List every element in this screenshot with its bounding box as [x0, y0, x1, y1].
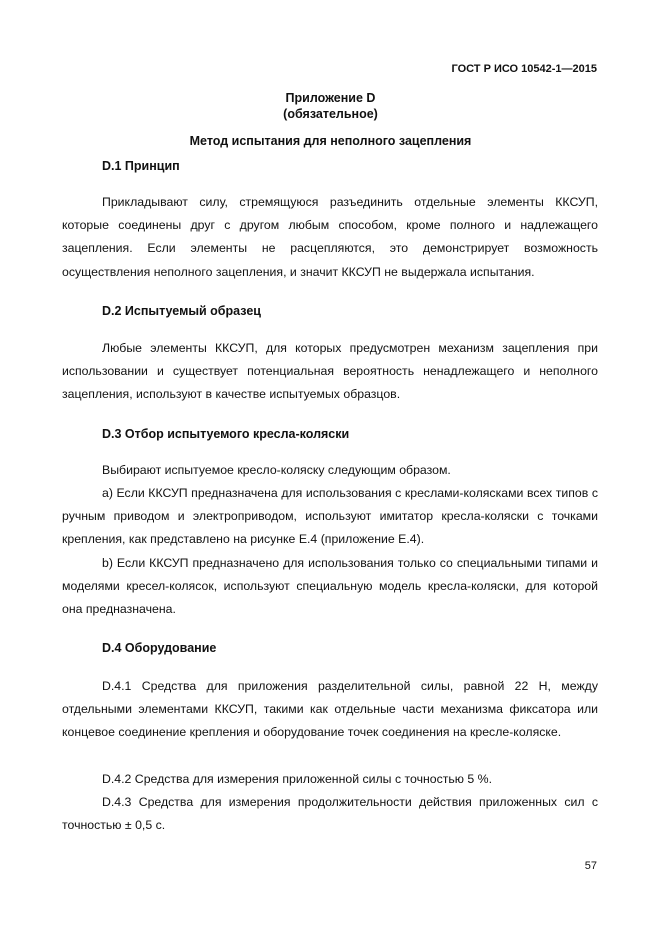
- paragraph-d3-item-a: a) Если ККСУП предназначена для использования с креслами-колясками всех типов с ручным приводом и электроприводом, используют имитатор кресла-коляски с точками крепления, как представлено на рисунке Е.4 (приложение Е.4).: [62, 486, 598, 547]
- paragraph-d4-2: D.4.2 Средства для измерения приложенной силы с точностью 5 %.: [102, 772, 493, 786]
- paragraph-d1-principle: Прикладывают силу, стремящуюся разъединить отдельные элементы ККСУП, которые соединены друг с другом любым способом, кроме полного и надлежащего зацепления. Если элементы не расцепляются, это демонстрирует возможность осуществления неполного зацепления, и значит ККСУП не выдержала испытания.: [62, 195, 598, 279]
- paragraph-d4-3: D.4.3 Средства для измерения продолжительности действия приложенных сил с точностью ± 0,5 с.: [62, 795, 598, 833]
- section-heading-d3: D.3 Отбор испытуемого кресла-коляски: [102, 427, 350, 441]
- method-title: Метод испытания для неполного зацепления: [189, 134, 472, 148]
- paragraph-d4-1: D.4.1 Средства для приложения разделительной силы, равной 22 Н, между отдельными элементами ККСУП, такими как отдельные части механизма фиксатора или концевое соединение крепления и оборудование точек соединения на кресле-коляске.: [62, 679, 598, 740]
- paragraph-d3-intro: Выбирают испытуемое кресло-коляску следующим образом.: [102, 463, 451, 477]
- section-heading-d4: D.4 Оборудование: [102, 641, 217, 655]
- annex-status: (обязательное): [283, 107, 378, 121]
- paragraph-d3-item-b: b) Если ККСУП предназначено для использования только со специальными типами и моделями кресел-колясок, используют специальную модель кресла-коляски, для которой она предназначена.: [62, 556, 598, 617]
- section-heading-d1: D.1 Принцип: [102, 159, 180, 173]
- page-number: 57: [584, 860, 597, 872]
- annex-title-block: [0, 90, 661, 122]
- section-heading-d2: D.2 Испытуемый образец: [102, 304, 261, 318]
- standard-code: ГОСТ Р ИСО 10542-1—2015: [451, 63, 597, 75]
- annex-title: Приложение D: [285, 91, 376, 105]
- paragraph-d2-specimen: Любые элементы ККСУП, для которых предусмотрен механизм зацепления при использовании и существует потенциальная вероятность ненадлежащего и неполного зацепления, используют в качестве испытуемых образцов.: [62, 341, 598, 402]
